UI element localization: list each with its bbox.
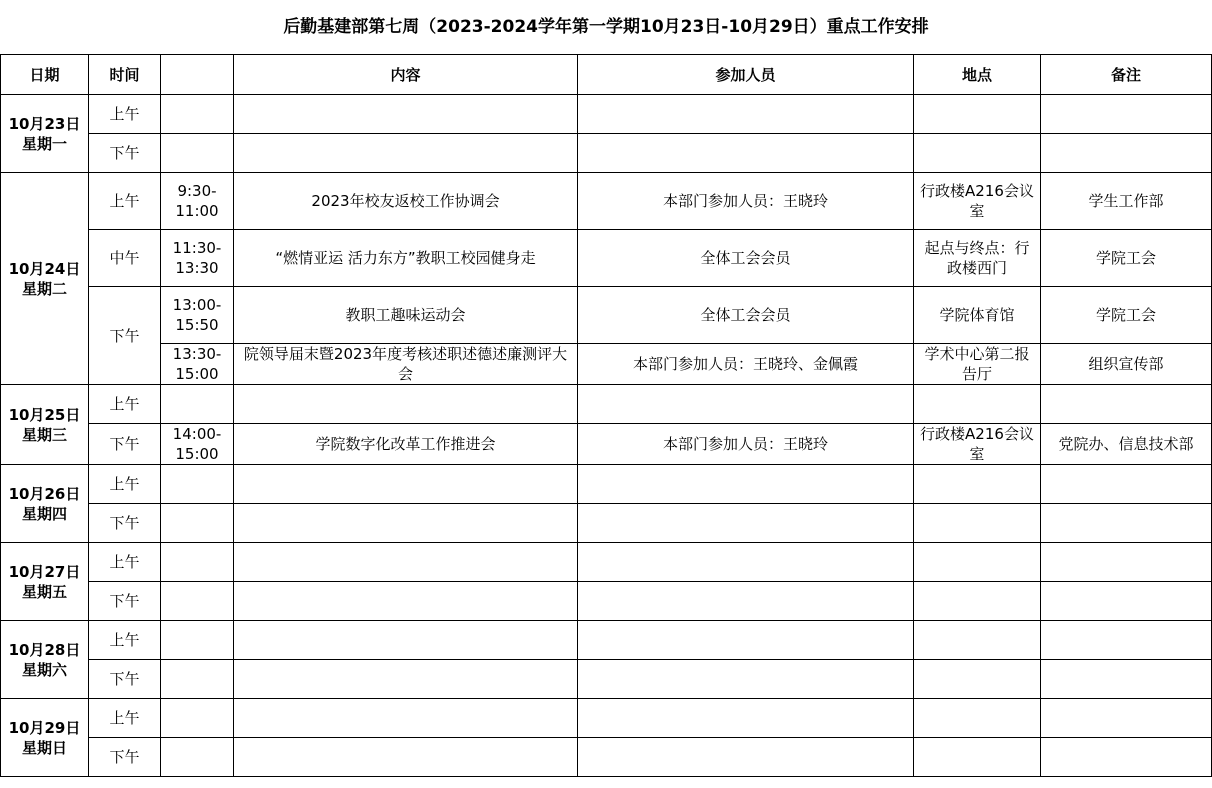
date-label: 10月26日 xyxy=(8,484,81,503)
time-cell xyxy=(161,738,234,777)
content-cell xyxy=(234,95,578,134)
table-row xyxy=(1,344,1212,385)
time-cell xyxy=(161,95,234,134)
date-label: 10月23日 xyxy=(8,114,81,133)
page-title: 后勤基建部第七周（2023-2024学年第一学期10月23日-10月29日）重点工作安排 xyxy=(283,17,929,37)
date-cell xyxy=(1,699,89,777)
period-cell: 中午 xyxy=(89,230,161,287)
period-cell: 上午 xyxy=(89,621,161,660)
content-cell xyxy=(234,699,578,738)
notes-cell xyxy=(1041,543,1212,582)
table-row xyxy=(1,504,1212,543)
time-cell xyxy=(161,582,234,621)
location-cell xyxy=(914,465,1041,504)
table-row xyxy=(1,465,1212,504)
weekday-label: 星期二 xyxy=(21,279,67,298)
participants-cell xyxy=(578,134,914,173)
participants-cell: 全体工会会员 xyxy=(578,287,914,344)
header-location: 地点 xyxy=(914,55,1041,95)
weekday-label: 星期六 xyxy=(21,660,67,679)
content-cell xyxy=(234,621,578,660)
notes-cell: 学院工会 xyxy=(1041,230,1212,287)
table-row xyxy=(1,699,1212,738)
participants-cell xyxy=(578,699,914,738)
location-cell xyxy=(914,543,1041,582)
location-cell xyxy=(914,504,1041,543)
content-cell: 学院数字化改革工作推进会 xyxy=(234,424,578,465)
table-row xyxy=(1,738,1212,777)
time-cell: 14:00-15:00 xyxy=(161,424,234,465)
header-date: 日期 xyxy=(1,55,89,95)
notes-cell: 党院办、信息技术部 xyxy=(1041,424,1212,465)
content-cell xyxy=(234,543,578,582)
time-cell: 9:30-11:00 xyxy=(161,173,234,230)
location-cell: 起点与终点：行政楼西门 xyxy=(914,230,1041,287)
notes-cell: 学院工会 xyxy=(1041,287,1212,344)
notes-cell xyxy=(1041,660,1212,699)
date-cell xyxy=(1,543,89,621)
location-cell xyxy=(914,660,1041,699)
date-cell xyxy=(1,173,89,385)
table-row xyxy=(1,95,1212,134)
location-cell xyxy=(914,95,1041,134)
schedule-table xyxy=(0,54,1212,777)
table-row xyxy=(1,385,1212,424)
table-row xyxy=(1,621,1212,660)
location-cell xyxy=(914,134,1041,173)
weekday-label: 星期一 xyxy=(21,134,67,153)
time-cell xyxy=(161,660,234,699)
header-participants: 参加人员 xyxy=(578,55,914,95)
weekday-label: 星期日 xyxy=(21,738,67,757)
time-cell xyxy=(161,134,234,173)
period-cell: 下午 xyxy=(89,287,161,385)
table-row xyxy=(1,424,1212,465)
date-cell xyxy=(1,621,89,699)
date-label: 10月28日 xyxy=(8,640,81,659)
weekday-label: 星期四 xyxy=(21,504,67,523)
participants-cell xyxy=(578,738,914,777)
time-cell xyxy=(161,385,234,424)
participants-cell: 本部门参加人员：王晓玲 xyxy=(578,173,914,230)
date-label: 10月24日 xyxy=(8,259,81,278)
period-cell: 上午 xyxy=(89,95,161,134)
participants-cell: 本部门参加人员：王晓玲、金佩霞 xyxy=(578,344,914,385)
period-cell: 下午 xyxy=(89,738,161,777)
time-cell xyxy=(161,504,234,543)
participants-cell: 本部门参加人员：王晓玲 xyxy=(578,424,914,465)
time-cell xyxy=(161,465,234,504)
notes-cell xyxy=(1041,582,1212,621)
header-slot xyxy=(161,55,234,95)
participants-cell xyxy=(578,660,914,699)
participants-cell: 全体工会会员 xyxy=(578,230,914,287)
content-cell xyxy=(234,385,578,424)
period-cell: 下午 xyxy=(89,504,161,543)
time-cell xyxy=(161,543,234,582)
location-cell xyxy=(914,385,1041,424)
notes-cell xyxy=(1041,134,1212,173)
period-cell: 下午 xyxy=(89,582,161,621)
date-label: 10月29日 xyxy=(8,718,81,737)
period-cell: 上午 xyxy=(89,699,161,738)
content-cell xyxy=(234,134,578,173)
table-row xyxy=(1,230,1212,287)
date-label: 10月27日 xyxy=(8,562,81,581)
weekday-label: 星期三 xyxy=(21,425,67,444)
weekday-label: 星期五 xyxy=(21,582,67,601)
content-cell: 教职工趣味运动会 xyxy=(234,287,578,344)
participants-cell xyxy=(578,465,914,504)
table-row xyxy=(1,287,1212,344)
time-cell: 11:30-13:30 xyxy=(161,230,234,287)
table-row xyxy=(1,582,1212,621)
location-cell xyxy=(914,582,1041,621)
table-row xyxy=(1,660,1212,699)
participants-cell xyxy=(578,385,914,424)
location-cell: 行政楼A216会议室 xyxy=(914,424,1041,465)
header-time: 时间 xyxy=(89,55,161,95)
table-row xyxy=(1,134,1212,173)
notes-cell xyxy=(1041,504,1212,543)
time-cell: 13:30-15:00 xyxy=(161,344,234,385)
participants-cell xyxy=(578,504,914,543)
period-cell: 上午 xyxy=(89,173,161,230)
content-cell xyxy=(234,504,578,543)
period-cell: 上午 xyxy=(89,385,161,424)
location-cell: 学术中心第二报告厅 xyxy=(914,344,1041,385)
notes-cell xyxy=(1041,385,1212,424)
table-row xyxy=(1,543,1212,582)
time-cell xyxy=(161,621,234,660)
notes-cell xyxy=(1041,621,1212,660)
period-cell: 下午 xyxy=(89,134,161,173)
location-cell xyxy=(914,621,1041,660)
participants-cell xyxy=(578,582,914,621)
content-cell: 2023年校友返校工作协调会 xyxy=(234,173,578,230)
header-content: 内容 xyxy=(234,55,578,95)
content-cell xyxy=(234,582,578,621)
period-cell: 上午 xyxy=(89,543,161,582)
location-cell xyxy=(914,738,1041,777)
location-cell: 行政楼A216会议室 xyxy=(914,173,1041,230)
notes-cell: 组织宣传部 xyxy=(1041,344,1212,385)
participants-cell xyxy=(578,543,914,582)
period-cell: 上午 xyxy=(89,465,161,504)
location-cell xyxy=(914,699,1041,738)
header-notes: 备注 xyxy=(1041,55,1212,95)
time-cell: 13:00-15:50 xyxy=(161,287,234,344)
content-cell xyxy=(234,660,578,699)
period-cell: 下午 xyxy=(89,424,161,465)
period-cell: 下午 xyxy=(89,660,161,699)
participants-cell xyxy=(578,95,914,134)
date-cell xyxy=(1,385,89,465)
content-cell xyxy=(234,465,578,504)
content-cell xyxy=(234,738,578,777)
notes-cell xyxy=(1041,738,1212,777)
date-label: 10月25日 xyxy=(8,405,81,424)
notes-cell: 学生工作部 xyxy=(1041,173,1212,230)
table-row xyxy=(1,173,1212,230)
date-cell xyxy=(1,465,89,543)
location-cell: 学院体育馆 xyxy=(914,287,1041,344)
time-cell xyxy=(161,699,234,738)
notes-cell xyxy=(1041,95,1212,134)
header-row xyxy=(1,55,1212,95)
notes-cell xyxy=(1041,699,1212,738)
notes-cell xyxy=(1041,465,1212,504)
content-cell: 院领导届末暨2023年度考核述职述德述廉测评大会 xyxy=(234,344,578,385)
participants-cell xyxy=(578,621,914,660)
date-cell xyxy=(1,95,89,173)
content-cell: “燃情亚运 活力东方”教职工校园健身走 xyxy=(234,230,578,287)
